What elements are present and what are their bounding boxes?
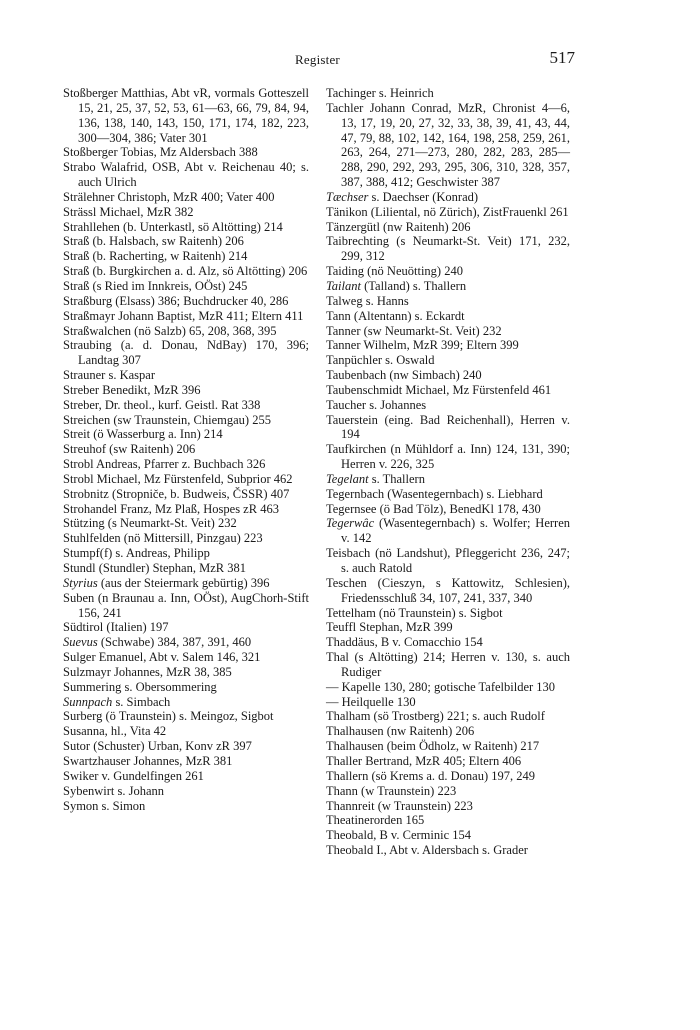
index-entry: Tachler Johann Conrad, MzR, Chronist 4—6, 13, 17, 19, 20, 27, 32, 33, 38, 39, 41, 43, 44, 47, 79, 88, 102, 142, 164, 198, 258, 259, 261, 263, 264, 271—273, 280, 282, 283, 285—288, 290, 292, 293, 295, 306, 310, 328, 357, 387, 388, 412; Geschwister 387 bbox=[326, 100, 570, 190]
index-entry: Swiker v. Gundelfingen 261 bbox=[63, 768, 204, 783]
index-entry: Tettelham (nö Traunstein) s. Sigbot bbox=[326, 605, 503, 620]
index-entry: Thalham (sö Trostberg) 221; s. auch Rudolf bbox=[326, 709, 545, 724]
index-entry: Taubenschmidt Michael, Mz Fürstenfeld 461 bbox=[326, 382, 552, 397]
index-entry: Tänikon (Liliental, nö Zürich), ZistFrauenkl 261 bbox=[326, 204, 569, 219]
index-entry: Suevus (Schwabe) 384, 387, 391, 460 bbox=[63, 635, 252, 650]
index-entry: Straubing (a. d. Donau, NdBay) 170, 396; Landtag 307 bbox=[63, 338, 309, 368]
index-entry: Straßburg (Elsass) 386; Buchdrucker 40, 286 bbox=[63, 293, 289, 308]
index-entry: Stundl (Stundler) Stephan, MzR 381 bbox=[63, 561, 246, 575]
index-entry: Thal (s Altötting) 214; Herren v. 130, s. auch Rudiger bbox=[326, 650, 570, 679]
index-entry: Tauerstein (eing. Bad Reichenhall), Herren v. 194 bbox=[326, 412, 570, 442]
index-entry: Strohandel Franz, Mz Plaß, Hospes zR 463 bbox=[63, 501, 279, 516]
index-entry: Tachinger s. Heinrich bbox=[326, 86, 434, 100]
index-entry: Sulger Emanuel, Abt v. Salem 146, 321 bbox=[63, 650, 261, 665]
index-entry: Susanna, hl., Vita 42 bbox=[63, 724, 167, 739]
index-entry: Suben (n Braunau a. Inn, OÖst), AugChorh-Stift 156, 241 bbox=[63, 590, 309, 620]
index-column-left bbox=[63, 86, 309, 813]
index-entry: Streuhof (sw Raitenh) 206 bbox=[63, 442, 196, 457]
index-entry: — Kapelle 130, 280; gotische Tafelbilder 130 bbox=[326, 679, 556, 694]
index-entry: Streber, Dr. theol., kurf. Geistl. Rat 338 bbox=[63, 397, 261, 412]
index-entry: Teschen (Cieszyn, s Kattowitz, Schlesien), Friedensschluß 34, 107, 241, 337, 340 bbox=[326, 575, 570, 605]
index-entry: Surberg (ö Traunstein) s. Meingoz, Sigbot bbox=[63, 709, 274, 724]
index-entry: Taufkirchen (n Mühldorf a. Inn) 124, 131, 390; Herren v. 226, 325 bbox=[326, 442, 570, 472]
index-entry: Stuhlfelden (nö Mittersill, Pinzgau) 223 bbox=[63, 531, 263, 546]
index-column-right bbox=[326, 86, 570, 858]
index-entry: Straß (s Ried im Innkreis, OÖst) 245 bbox=[63, 278, 248, 293]
index-entry: Straß (b. Halsbach, sw Raitenh) 206 bbox=[63, 234, 244, 249]
index-entry: Thannreit (w Traunstein) 223 bbox=[326, 798, 473, 813]
index-entry: Strabo Walafrid, OSB, Abt v. Reichenau 40; s. auch Ulrich bbox=[63, 160, 309, 190]
index-entry: Strobnitz (Stropniče, b. Budweis, ČSSR) 407 bbox=[63, 486, 290, 501]
index-entry: Stoßberger Matthias, Abt vR, vormals Gotteszell 15, 21, 25, 37, 52, 53, 61—63, 66, 79, 84, 94, 136, 138, 140, 143, 150, 171, 174, 182, 223, 300—304, 386; Vater 301 bbox=[63, 86, 309, 145]
index-entry: Stumpf(f) s. Andreas, Philipp bbox=[63, 546, 210, 561]
index-entry: Südtirol (Italien) 197 bbox=[63, 620, 169, 635]
index-entry: Thalhausen (beim Ödholz, w Raitenh) 217 bbox=[326, 739, 540, 754]
index-entry: Sybenwirt s. Johann bbox=[63, 783, 165, 798]
index-entry: Taiding (nö Neuötting) 240 bbox=[326, 264, 463, 279]
page-number: 517 bbox=[549, 48, 575, 67]
index-entry: Sunnpach s. Simbach bbox=[63, 694, 171, 709]
index-entry: Strässl Michael, MzR 382 bbox=[63, 204, 194, 219]
index-entry: Tanner (sw Neumarkt-St. Veit) 232 bbox=[326, 323, 502, 338]
index-entry: Teisbach (nö Landshut), Pfleggericht 236, 247; s. auch Ratold bbox=[326, 546, 570, 575]
index-entry: Straßmayr Johann Baptist, MzR 411; Eltern 411 bbox=[63, 308, 304, 323]
index-entry: Strauner s. Kaspar bbox=[63, 368, 155, 383]
index-entry: Straß (b. Burgkirchen a. d. Alz, sö Altötting) 206 bbox=[63, 264, 308, 279]
index-entry: Strobl Andreas, Pfarrer z. Buchbach 326 bbox=[63, 457, 266, 472]
index-entry: Taibrechting (s Neumarkt-St. Veit) 171, 232, 299, 312 bbox=[326, 234, 570, 264]
index-entry: Stoßberger Tobias, Mz Aldersbach 388 bbox=[63, 145, 258, 160]
index-entry: Tæchser s. Daechser (Konrad) bbox=[326, 189, 479, 204]
index-entry: Theatinerorden 165 bbox=[326, 813, 425, 828]
index-entry: Streit (ö Wasserburg a. Inn) 214 bbox=[63, 427, 223, 442]
index-entry: Taubenbach (nw Simbach) 240 bbox=[326, 368, 482, 383]
index-entry: Theobald, B v. Cerminic 154 bbox=[326, 828, 471, 843]
index-entry: Tegerwâc (Wasentegernbach) s. Wolfer; Herren v. 142 bbox=[326, 516, 570, 546]
index-entry: Stützing (s Neumarkt-St. Veit) 232 bbox=[63, 516, 237, 531]
index-entry: Tann (Altentann) s. Eckardt bbox=[326, 308, 465, 323]
index-entry: Tanpüchler s. Oswald bbox=[326, 353, 435, 368]
index-entry: Straßwalchen (nö Salzb) 65, 208, 368, 395 bbox=[63, 323, 277, 338]
index-entry: Tanner Wilhelm, MzR 399; Eltern 399 bbox=[326, 338, 519, 353]
index-entry: Tailant (Talland) s. Thallern bbox=[326, 278, 467, 293]
page-header bbox=[60, 47, 575, 71]
index-entry: Thaller Bertrand, MzR 405; Eltern 406 bbox=[326, 753, 522, 768]
index-entry: Teuffl Stephan, MzR 399 bbox=[326, 620, 453, 635]
index-entry: Tänzergütl (nw Raitenh) 206 bbox=[326, 219, 471, 234]
running-title: Register bbox=[295, 52, 340, 67]
index-entry: Swartzhauser Johannes, MzR 381 bbox=[63, 753, 233, 768]
index-entry: Tegelant s. Thallern bbox=[326, 471, 425, 486]
index-entry: Strahllehen (b. Unterkastl, sö Altötting) 214 bbox=[63, 219, 283, 234]
index-entry: Strälehner Christoph, MzR 400; Vater 400 bbox=[63, 189, 275, 204]
index-entry: Taucher s. Johannes bbox=[326, 397, 427, 412]
index-entry: Talweg s. Hanns bbox=[326, 293, 409, 308]
index-entry: Straß (b. Racherting, w Raitenh) 214 bbox=[63, 249, 248, 264]
index-entry: Summering s. Obersommering bbox=[63, 679, 217, 694]
index-entry: Thaddäus, B v. Comacchio 154 bbox=[326, 635, 483, 650]
index-entry: Thalhausen (nw Raitenh) 206 bbox=[326, 724, 475, 739]
index-entry: Thallern (sö Krems a. d. Donau) 197, 249 bbox=[326, 768, 535, 783]
index-entry: Theobald I., Abt v. Aldersbach s. Grader bbox=[326, 843, 528, 858]
index-entry: Tegernsee (ö Bad Tölz), BenedKl 178, 430 bbox=[326, 501, 541, 516]
index-entry: Sulzmayr Johannes, MzR 38, 385 bbox=[63, 664, 232, 679]
index-entry: Strobl Michael, Mz Fürstenfeld, Subprior 462 bbox=[63, 471, 293, 486]
index-entry: — Heilquelle 130 bbox=[326, 694, 416, 709]
index-entry: Streichen (sw Traunstein, Chiemgau) 255 bbox=[63, 412, 271, 427]
index-entry: Styrius (aus der Steiermark gebürtig) 396 bbox=[63, 575, 270, 590]
index-entry: Symon s. Simon bbox=[63, 798, 146, 813]
index-entry: Tegernbach (Wasentegernbach) s. Liebhard bbox=[326, 486, 543, 501]
index-entry: Sutor (Schuster) Urban, Konv zR 397 bbox=[63, 739, 252, 754]
index-entry: Streber Benedikt, MzR 396 bbox=[63, 382, 201, 397]
index-entry: Thann (w Traunstein) 223 bbox=[326, 783, 457, 798]
